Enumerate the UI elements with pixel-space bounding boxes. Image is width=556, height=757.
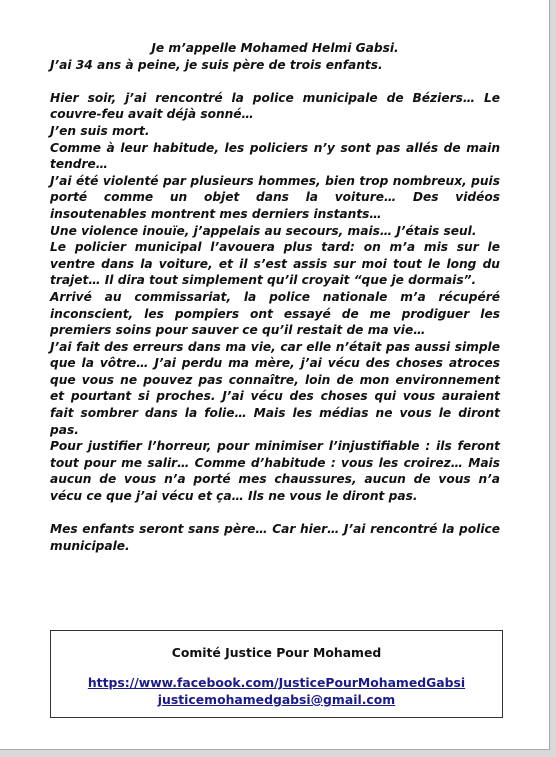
closing-paragraph: Mes enfants seront sans père… Car hier… J’ai rencontré la police municipale. — [50, 522, 500, 553]
paragraph: Hier soir, j’ai rencontré la police municipale de Béziers… Le couvre-feu avait déjà sonné… — [50, 90, 500, 122]
organization-name: Comité Justice Pour Mohamed — [171, 645, 382, 660]
paragraph: J’ai été violenté par plusieurs hommes, bien trop nombreux, puis porté comme un objet dans la voiture… Des vidéos insoutenables montrent mes derniers instants… — [50, 173, 500, 221]
contact-links — [51, 674, 502, 708]
paragraph: Arrivé au commissariat, la police nationale m’a récupéré inconscient, les pompiers ont essayé de me prodiguer les premiers soins pour sauver ce qu’il restait de ma vie… — [50, 289, 500, 338]
facebook-link[interactable]: https://www.facebook.com/JusticePourMohamedGabsi — [87, 675, 466, 690]
paragraph: J’ai fait des erreurs dans ma vie, car elle n’était pas aussi simple que la vôtre… J’ai perdu ma mère, j’ai vécu des choses atroces que vous ne pouvez pas connaître, loin de mon environnement et pourtant si proches. J’ai vécu des choses qui vous auraient fait sombrer dans la folie… Mais les médias ne vous le diront pas. — [50, 339, 500, 437]
paragraph: J’en suis mort. — [50, 123, 150, 138]
letter-paragraphs — [50, 90, 500, 505]
paragraph: Pour justifier l’horreur, pour minimiser l’injustifiable : ils feront tout pour me salir… Comme d’habitude : vous les croirez… Mais aucun de vous n’a porté mes chaussures, aucun de vous n’a vécu ce que j’ai vécu et ça… Ils ne vous le diront pas. — [50, 439, 500, 504]
contact-box — [50, 630, 503, 718]
paragraph: Le policier municipal l’avouera plus tard: on m’a mis sur le ventre dans la voiture, et il s’est assis sur moi tout le long du trajet… Il dira tout simplement qu’il croyait “que je dormais”. — [50, 240, 500, 288]
paragraph: Comme à leur habitude, les policiers n’y sont pas allés de main tendre… — [50, 140, 500, 172]
email-link[interactable]: justicemohamedgabsi@gmail.com — [157, 692, 396, 707]
intro-paragraph: J’ai 34 ans à peine, je suis père de trois enfants. — [50, 57, 383, 72]
paragraph: Une violence inouïe, j’appelais au secours, mais… J’étais seul. — [50, 223, 477, 238]
letter-body — [50, 40, 500, 554]
letter-title: Je m’appelle Mohamed Helmi Gabsi. — [151, 41, 399, 55]
